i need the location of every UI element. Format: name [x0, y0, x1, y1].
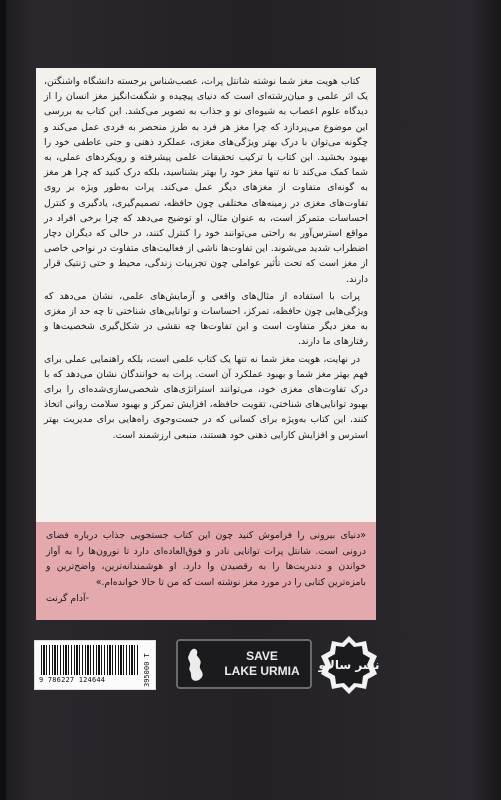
description-paragraph-3: در نهایت، هویت مغز شما نه تنها یک کتاب علمی است، بلکه راهنمایی عملی برای فهم بهتر مغز شما و بهبود عملکرد آن است. پرات به خوانندگان نشان می‌دهد که با درک تفاوت‌های مغزی خود، می‌توانند استراتژی‌های شخصی‌سازی‌شده‌ای را برای بهبود توانایی‌های شناختی، تقویت حافظه، افزایش تمرکز و بهبود سلامت روانی اتخاذ کنند. این کتاب به‌ویژه برای کسانی که در جست‌وجوی راه‌هایی برای مدیریت بهتر استرس و افزایش کارایی ذهنی خود هستند، منبعی ارزشمند است. — [44, 353, 368, 441]
badge-line-lake-urmia: LAKE URMIA — [224, 664, 300, 678]
description-paragraph-2: پرات با استفاده از مثال‌های واقعی و آزمایش‌های علمی، نشان می‌دهد که ویژگی‌هایی چون حافظه، تمرکز، احساسات و توانایی‌های شناختی تا چه حد از مغزی به مغز دیگر متفاوت است و این تفاوت‌ها چه نقشی در شکل‌گیری شخصیت‌ها و رفتارهای ما دارند. — [44, 290, 368, 348]
description-panel — [36, 68, 376, 538]
isbn-barcode — [34, 640, 156, 690]
barcode-side-code: 395000 T — [143, 653, 151, 687]
save-lake-urmia-badge — [176, 639, 312, 689]
barcode-bars — [41, 645, 139, 675]
description-paragraph-1: کتاب هویت مغز شما نوشته شانتل پرات، عصب‌شناس برجسته دانشگاه واشنگتن، یک اثر علمی و میان‌رشته‌ای است که دنیای پیچیده و شگفت‌انگیز مغز انسان را از دیدگاه علوم اعصاب به شیوه‌ای نو و جذاب به تصویر می‌کشد. این کتاب به بررسی این موضوع می‌پردازد که چرا مغز هر فرد به طرز منحصر به فردی عمل می‌کند و چگونه می‌توان با درک بهتر ویژگی‌های مغزی، عملکرد ذهنی و حتی عاطفی خود را بهبود بخشید. این کتاب با ترکیب تحقیقات علمی پیشرفته و رویکردهای عملی، به شما کمک می‌کند تا نه تنها مغز خود را بهتر بشناسید، بلکه درک کنید که چرا هر مغز به گونه‌ای متفاوت از مغزهای دیگر عمل می‌کند. پرات به‌طور ویژه بر روی تفاوت‌های مغزی در زمینه‌های مختلفی چون حافظه، تصمیم‌گیری، یادگیری و کنترل احساسات متمرکز است، به عنوان مثال، او توضیح می‌دهد که چرا برخی افراد در مواقع استرس‌آور به راحتی می‌توانند خود را کنترل کنند، در حالی که دیگران دچار اضطراب شدید می‌شوند. این تفاوت‌ها ناشی از فعالیت‌های متفاوت در نواحی خاصی از مغز است که تحت تأثیر عواملی چون تجربیات زندگی، محیط و حتی ژنتیک قرار دارند. — [44, 76, 368, 285]
badge-text — [214, 649, 310, 679]
publisher-logo — [318, 634, 380, 696]
endorsement-quote-panel — [36, 520, 376, 620]
endorsement-quote: «دنیای بیرونی را فراموش کنید چون این کتاب جستجویی جذاب درباره فضای درونی است. شانتل پرات توانایی نادر و فوق‌العاده‌ای دارد تا نورون‌ها را به آواز خواندن و دندریت‌ها را به رقصیدن وا دارد. او هوشمندانه‌ترین، واضح‌ترین و بامزه‌ترین کتابی را در مورد مغز نوشته است که من تا حالا خوانده‌ام.» — [46, 530, 366, 588]
spine-edge — [0, 0, 6, 800]
badge-line-save: SAVE — [246, 649, 278, 663]
quote-author: -آدام گرنت — [46, 593, 90, 605]
lake-map-icon — [184, 647, 208, 683]
publisher-name: نشر سالاو — [318, 658, 380, 672]
barcode-digits: 9 786227 124644 — [39, 676, 106, 684]
